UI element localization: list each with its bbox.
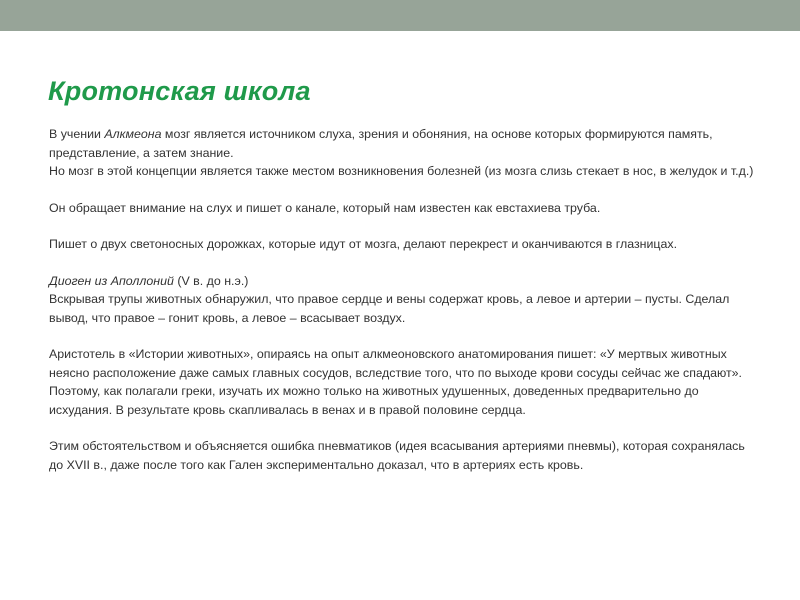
paragraph-pneumatics: Этим обстоятельством и объясняется ошибка пневматиков (идея всасывания артериями пневмы), которая сохранялась до XVII в., даже после того как Гален экспериментально доказал, что в артериях есть кровь.: [49, 439, 745, 472]
slide-body: [49, 125, 761, 474]
top-decorative-band: [0, 0, 800, 31]
diogenes-date: (V в. до н.э.): [173, 273, 249, 288]
spacer: [49, 327, 761, 345]
diogenes-name: Диоген из Аполлоний: [49, 273, 174, 288]
spacer: [49, 217, 761, 235]
spacer: [49, 419, 761, 437]
paragraph-aristotle: Аристотель в «Истории животных», опираясь на опыт алкмеоновского анатомирования пишет: «У мертвых животных неясно расположение даже самых главных сосудов, вследствие того, что по выходе крови сосуды сейчас же спадают». Поэтому, как полагали греки, изучать их можно только на животных удушенных, доведенных предварительно до исхудания. В результате кровь скапливалась в венах и в правой половине сердца.: [49, 347, 743, 417]
paragraph-hearing: Он обращает внимание на слух и пишет о канале, который нам известен как евстахиева труба.: [49, 200, 601, 215]
spacer: [49, 254, 761, 272]
paragraph-diogenes: Вскрывая трупы животных обнаружил, что правое сердце и вены содержат кровь, а левое и артерии – пусты. Сделал вывод, что правое – гонит кровь, а левое – всасывает воздух.: [49, 292, 730, 325]
paragraph-light-paths: Пишет о двух светоносных дорожках, которые идут от мозга, делают перекрест и оканчиваются в глазницах.: [49, 237, 678, 251]
alkmeon-name: Алкмеона: [104, 127, 162, 141]
paragraph-brain-disease: Но мозг в этой концепции является также местом возникновения болезней (из мозга слизь стекает в нос, в желудок и т.д.): [49, 164, 754, 178]
spacer: [49, 181, 761, 199]
paragraph-diogenes-heading: [49, 272, 761, 291]
paragraph-alkmeon-suffix: мозг является источником слуха, зрения и обоняния, на основе которых формируются память, представление, а затем знание.: [49, 127, 713, 160]
paragraph-alkmeon-prefix: В учении: [49, 127, 105, 141]
paragraph-alkmeon: [49, 125, 761, 162]
slide-title: Кротонская школа: [48, 76, 311, 106]
